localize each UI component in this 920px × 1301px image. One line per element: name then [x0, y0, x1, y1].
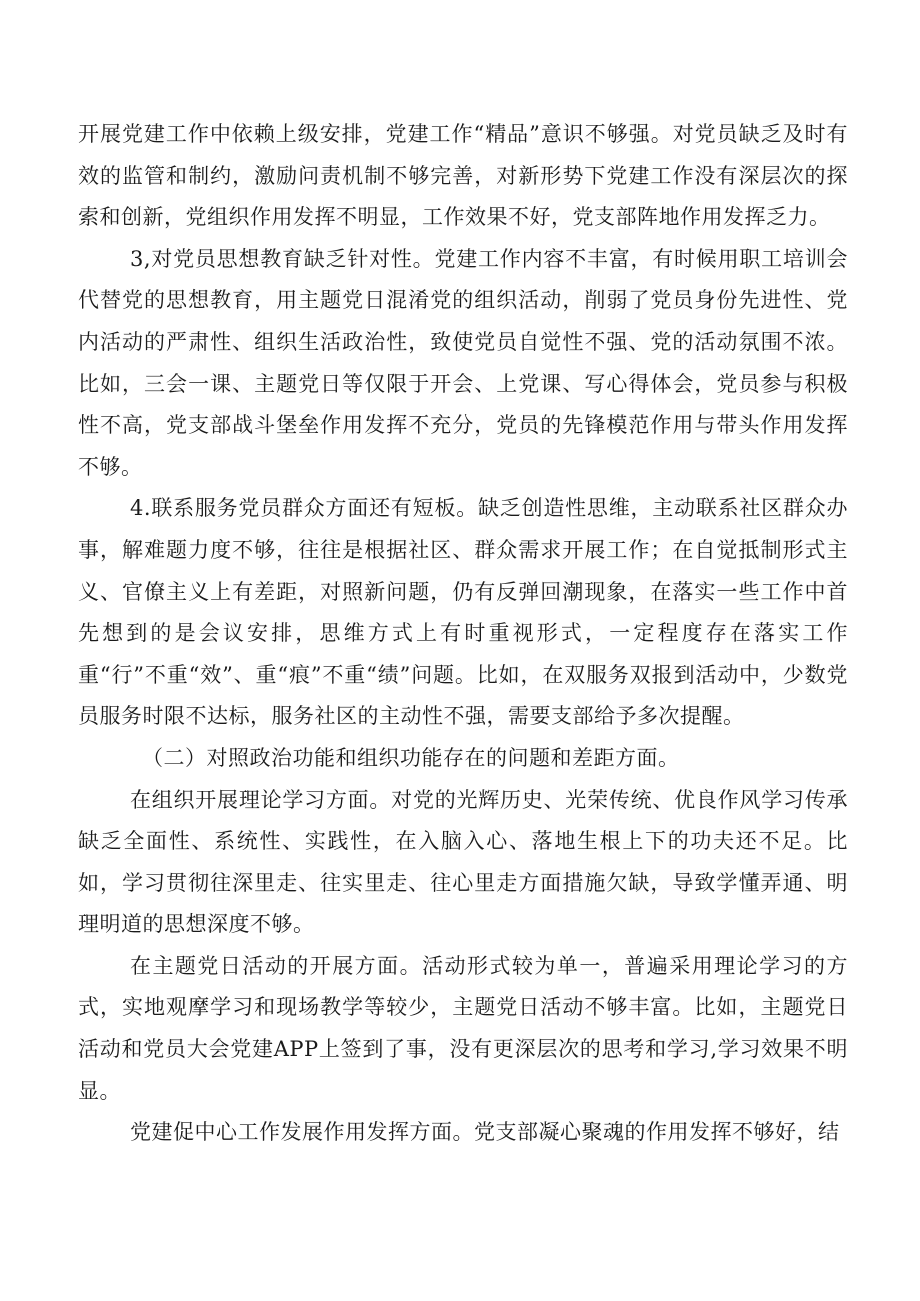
paragraph-item-3: 3,对党员思想教育缺乏针对性。党建工作内容不丰富，有时候用职工培训会代替党的思想教育，用主题党日混淆党的组织活动，削弱了党员身份先进性、党内活动的严肃性、组织生活政治性，致使党员自觉性不强、党的活动氛围不浓。比如，三会一课、主题党日等仅限于开会、上党课、写心得体会，党员参与积极性不高，党支部战斗堡垒作用发挥不充分，党员的先锋模范作用与带头作用发挥不够。 — [78, 246, 848, 479]
paragraph-continuation: 开展党建工作中依赖上级安排，党建工作“精品”意识不够强。对党员缺乏及时有效的监管和制约，激励问责机制不够完善，对新形势下党建工作没有深层次的探索和创新，党组织作用发挥不明显，工作效果不好，党支部阵地作用发挥乏力。 — [78, 122, 848, 230]
section-heading: （二）对照政治功能和组织功能存在的问题和差距方面。 — [142, 745, 680, 770]
document-body — [78, 114, 848, 1154]
paragraph-theory-study: 在组织开展理论学习方面。对党的光辉历史、光荣传统、优良作风学习传承缺乏全面性、系统性、实践性，在入脑入心、落地生根上下的功夫还不足。比如，学习贯彻往深里走、往实里走、往心里走方面措施欠缺，导致学懂弄通、明理明道的思想深度不够。 — [78, 787, 848, 937]
paragraph-center-work: 党建促中心工作发展作用发挥方面。党支部凝心聚魂的作用发挥不够好，结 — [130, 1120, 840, 1145]
paragraph-item-4: 4.联系服务党员群众方面还有短板。缺乏创造性思维，主动联系社区群众办事，解难题力度不够，往往是根据社区、群众需求开展工作；在自觉抵制形式主义、官僚主义上有差距，对照新问题，仍有反弹回潮现象，在落实一些工作中首先想到的是会议安排，思维方式上有时重视形式，一定程度存在落实工作重“行”不重“效”、重“痕”不重“绩”问题。比如，在双服务双报到活动中，少数党员服务时限不达标，服务社区的主动性不强，需要支部给予多次提醒。 — [78, 496, 848, 729]
paragraph-theme-day: 在主题党日活动的开展方面。活动形式较为单一，普遍采用理论学习的方式，实地观摩学习和现场教学等较少，主题党日活动不够丰富。比如，主题党日活动和党员大会党建APP上签到了事，没有更深层次的思考和学习,学习效果不明显。 — [78, 953, 848, 1103]
